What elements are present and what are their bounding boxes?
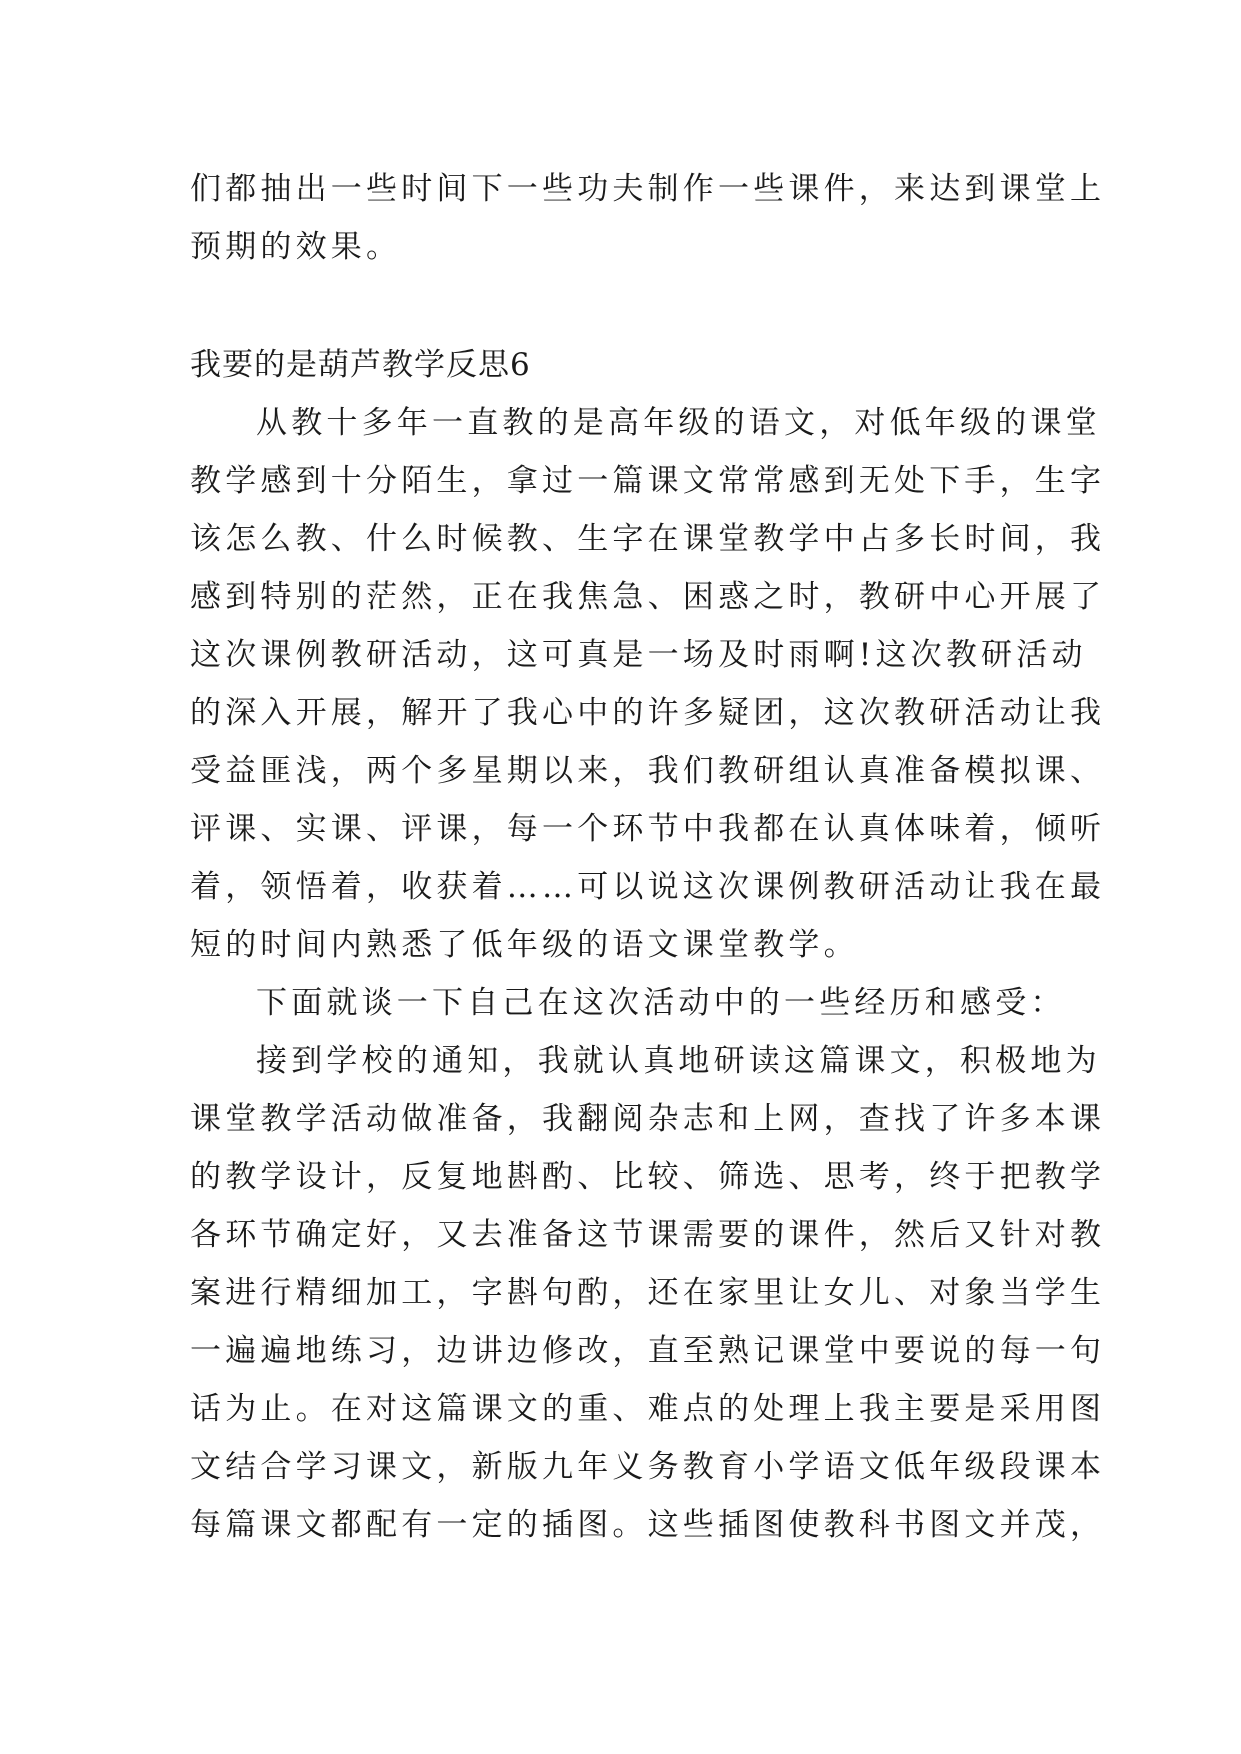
text-line: 的深入开展，解开了我心中的许多疑团，这次教研活动让我 [190, 695, 1106, 731]
text-line: 文结合学习课文，新版九年义务教育小学语文低年级段课本 [190, 1449, 1106, 1485]
text-line: 一遍遍地练习，边讲边修改，直至熟记课堂中要说的每一句 [190, 1333, 1106, 1369]
paragraph-2 [190, 974, 1070, 1032]
text-line: 话为止。在对这篇课文的重、难点的处理上我主要是采用图 [190, 1391, 1106, 1427]
text-line: 这次课例教研活动，这可真是一场及时雨啊!这次教研活动 [190, 637, 1087, 673]
paragraph-3 [190, 1032, 1106, 1554]
document-page [190, 160, 1106, 1554]
text-line: 各环节确定好，又去准备这节课需要的课件，然后又针对教 [190, 1217, 1106, 1253]
section-title: 我要的是葫芦教学反思6 [190, 347, 531, 383]
text-line: 短的时间内熟悉了低年级的语文课堂教学。 [190, 927, 859, 963]
text-line: 们都抽出一些时间下一些功夫制作一些课件，来达到课堂上 [190, 171, 1106, 207]
text-line: 着，领悟着，收获着……可以说这次课例教研活动让我在最 [190, 869, 1106, 905]
text-line: 评课、实课、评课，每一个环节中我都在认真体味着，倾听 [190, 811, 1106, 847]
text-line: 预期的效果。 [190, 229, 402, 265]
text-line: 教学感到十分陌生，拿过一篇课文常常感到无处下手，生字 [190, 463, 1106, 499]
text-line: 感到特别的茫然，正在我焦急、困惑之时，教研中心开展了 [190, 579, 1106, 615]
text-line: 从教十多年一直教的是高年级的语文，对低年级的课堂 [256, 405, 1101, 441]
text-line: 每篇课文都配有一定的插图。这些插图使教科书图文并茂， [190, 1507, 1106, 1543]
paragraph-1 [190, 394, 1106, 974]
text-line: 案进行精细加工，字斟句酌，还在家里让女儿、对象当学生 [190, 1275, 1106, 1311]
text-line: 课堂教学活动做准备，我翻阅杂志和上网，查找了许多本课 [190, 1101, 1106, 1137]
paragraph-gap [190, 276, 1070, 336]
text-line: 该怎么教、什么时候教、生字在课堂教学中占多长时间，我 [190, 521, 1106, 557]
text-line: 接到学校的通知，我就认真地研读这篇课文，积极地为 [256, 1043, 1101, 1079]
text-line: 的教学设计，反复地斟酌、比较、筛选、思考，终于把教学 [190, 1159, 1106, 1195]
text-line: 下面就谈一下自己在这次活动中的一些经历和感受： [256, 985, 1066, 1021]
text-line: 受益匪浅，两个多星期以来，我们教研组认真准备模拟课、 [190, 753, 1106, 789]
